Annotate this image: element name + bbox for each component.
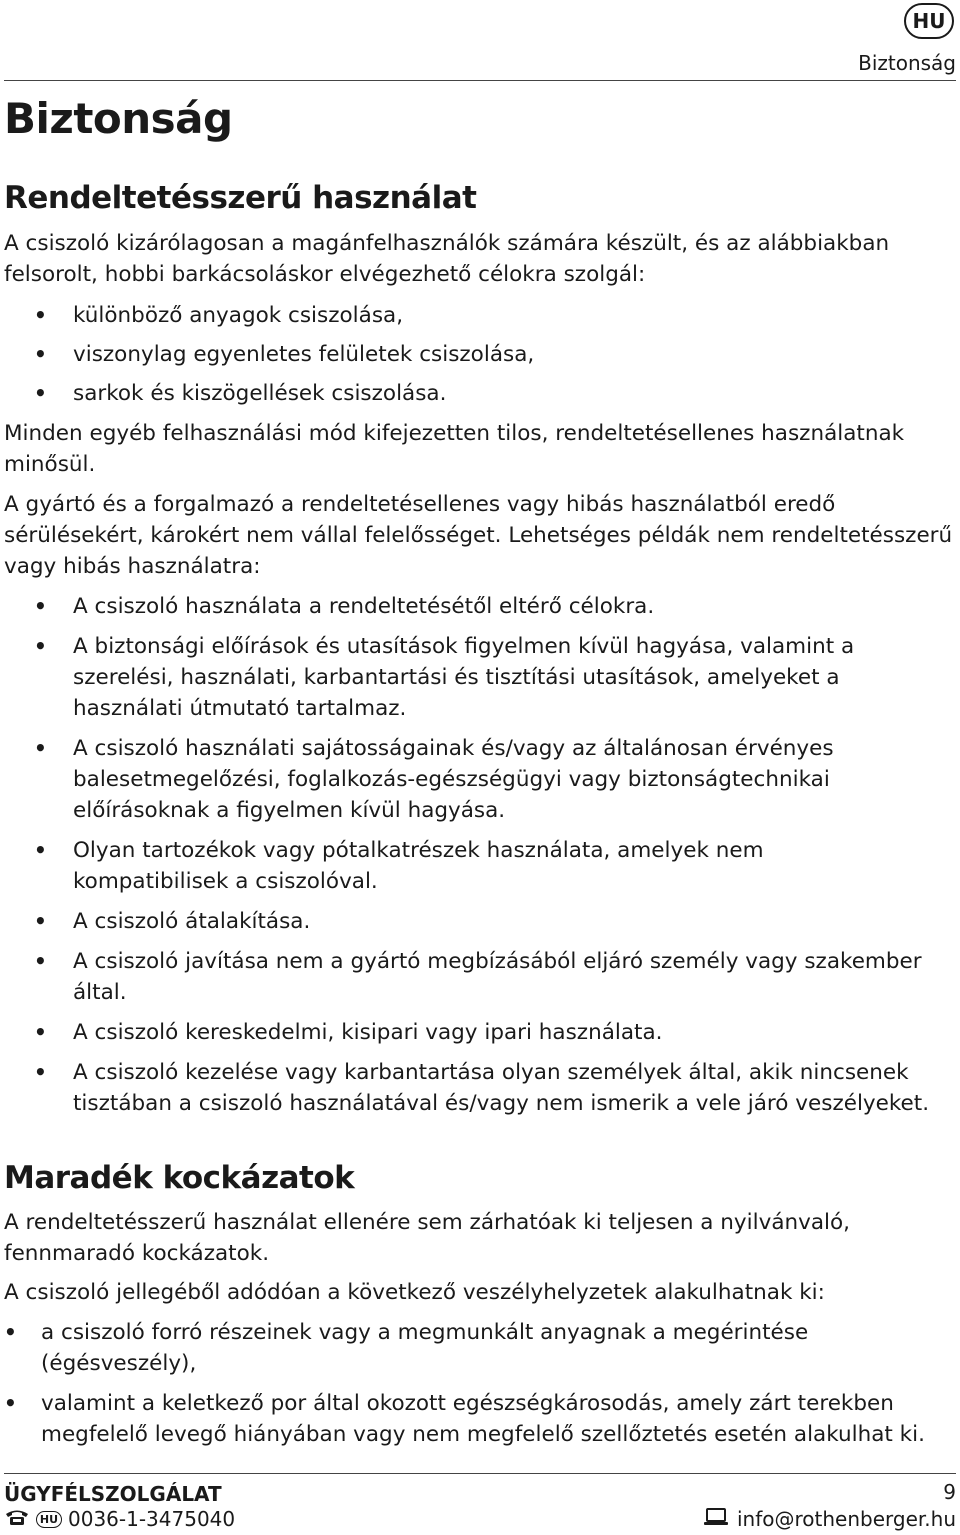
list-item: • viszonylag egyenletes felületek csiszolása,: [0, 339, 956, 370]
bullet-icon: •: [4, 1391, 17, 1415]
residual-risks-intro: A rendeltetésszerű használat ellenére sem zárhatóak ki teljesen a nyilvánvaló, fennmaradó kockázatok.: [4, 1210, 850, 1266]
bullet-icon: •: [34, 838, 47, 862]
list-item: • különböző anyagok csiszolása,: [0, 300, 956, 331]
bullet-icon: •: [34, 909, 47, 933]
list-item: • Olyan tartozékok vagy pótalkatrészek használata, amelyek nem kompatibilisek a csiszolóval.: [0, 835, 956, 897]
footer-phone: [4, 1507, 235, 1531]
phone-icon: [4, 1507, 30, 1531]
list-item: • a csiszoló forró részeinek vagy a megmunkált anyagnak a megérintése (égésveszély),: [0, 1317, 956, 1379]
residual-risks-intro-2: A csiszoló jellegéből adódóan a következő veszélyhelyzetek alakulhatnak ki:: [4, 1280, 825, 1305]
list-item: • A csiszoló javítása nem a gyártó megbízásából eljáró személy vagy szakember által.: [0, 946, 956, 1008]
page-title: Biztonság: [4, 94, 233, 143]
phone-number[interactable]: 0036-1-3475040: [68, 1507, 236, 1531]
bullet-icon: •: [34, 1060, 47, 1084]
bullet-icon: •: [34, 594, 47, 618]
bullet-icon: •: [4, 1320, 17, 1344]
bullet-icon: •: [34, 949, 47, 973]
residual-risks-list: [0, 1317, 956, 1450]
list-item: • A csiszoló átalakítása.: [0, 906, 956, 937]
misuse-examples-list: [0, 591, 956, 1119]
bullet-icon: •: [34, 634, 47, 658]
list-item: • A csiszoló kezelése vagy karbantartása olyan személyek által, akik nincsenek tisztában a csiszoló használatával és/vagy nem ismerik a vele járó veszélyeket.: [0, 1057, 956, 1119]
list-item: • A csiszoló kereskedelmi, kisipari vagy ipari használata.: [0, 1017, 956, 1048]
bullet-icon: •: [34, 736, 47, 760]
intended-use-list: [0, 300, 956, 409]
header-divider: [4, 80, 956, 81]
section-heading-residual-risks: Maradék kockázatok: [4, 1160, 355, 1196]
intended-use-intro: A csiszoló kizárólagosan a magánfelhasználók számára készült, és az alábbiakban felsorolt, hobbi barkácsoláskor elvégezhető célokra szolgál:: [4, 231, 890, 287]
misuse-note: Minden egyéb felhasználási mód kifejezetten tilos, rendeltetésellenes használatnak minősül.: [4, 421, 905, 477]
liability-note: A gyártó és a forgalmazó a rendeltetésellenes vagy hibás használatból eredő sérülésekért, károkért nem vállal felelősséget. Lehetséges példák nem rendeltetésszerű vagy hibás használatra:: [4, 492, 953, 579]
language-badge: HU: [904, 3, 954, 39]
header-section-label: Biztonság: [858, 51, 956, 75]
footer-email: [703, 1507, 956, 1531]
list-item: • A csiszoló használati sajátosságainak és/vagy az általánosan érvényes balesetmegelőzési, foglalkozás-egészségügyi vagy biztonságtechnikai előírásoknak a figyelmen kívül hagyása.: [0, 733, 956, 826]
bullet-icon: •: [34, 1020, 47, 1044]
list-item: • A csiszoló használata a rendeltetésétől eltérő célokra.: [0, 591, 956, 622]
customer-service-label: ÜGYFÉLSZOLGÁLAT: [4, 1482, 222, 1506]
list-item: • valamint a keletkező por által okozott egészségkárosodás, amely zárt terekben megfelelő levegő hiányában vagy nem megfelelő szellőztetés esetén alakulhat ki.: [0, 1388, 956, 1450]
email-link[interactable]: info@rothenberger.hu: [737, 1507, 956, 1531]
footer-divider: [4, 1473, 956, 1474]
laptop-icon: [703, 1507, 729, 1531]
phone-country-badge: HU: [36, 1511, 62, 1528]
list-item: • sarkok és kiszögellések csiszolása.: [0, 378, 956, 409]
bullet-icon: •: [34, 342, 47, 366]
bullet-icon: •: [34, 303, 47, 327]
page-number: 9: [943, 1480, 956, 1504]
list-item: • A biztonsági előírások és utasítások figyelmen kívül hagyása, valamint a szerelési, használati, karbantartási és tisztítási utasítások, amelyeket a használati útmutató tartalmaz.: [0, 631, 956, 724]
section-heading-intended-use: Rendeltetésszerű használat: [4, 180, 477, 216]
bullet-icon: •: [34, 381, 47, 405]
